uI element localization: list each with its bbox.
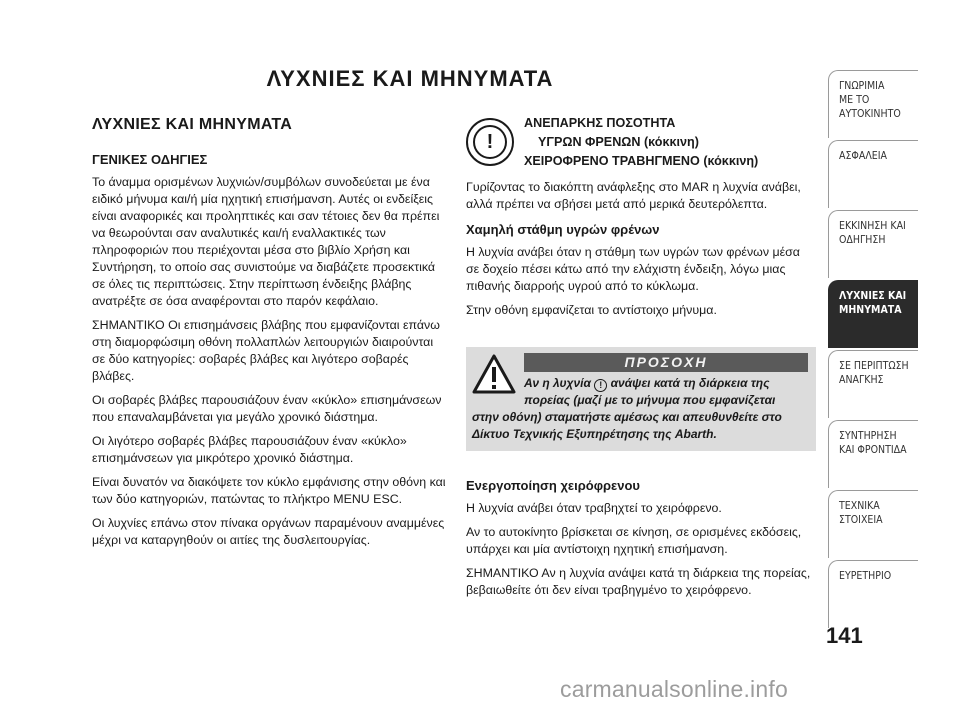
paragraph: Αν το αυτοκίνητο βρίσκεται σε κίνηση, σε ορισμένες εκδόσεις, υπάρχει και μία αντίστοιχη ηχητική επισήμανση. [466, 525, 802, 556]
caution-text [524, 375, 808, 409]
paragraph: Στην οθόνη εμφανίζεται το αντίστοιχο μήνυμα. [466, 303, 717, 317]
tab-label: ΣΥΝΤΗΡΗΣΗ ΚΑΙ ΦΡΟΝΤΙΔΑ [839, 430, 907, 456]
chapter-tabs [828, 70, 918, 630]
paragraph: Είναι δυνατόν να διακόψετε τον κύκλο εμφάνισης στην οθόνη και των δύο κατηγοριών, πατώντας το πλήκτρο MENU ESC. [92, 475, 446, 506]
caution-box [466, 347, 816, 451]
warning-header [466, 114, 816, 171]
tab-maintenance[interactable] [828, 420, 918, 488]
tab-label: ΛΥΧΝΙΕΣ ΚΑΙ ΜΗΝΥΜΑΤΑ [839, 290, 907, 316]
paragraph: ΣΗΜΑΝΤΙΚΟ Οι επισημάνσεις βλάβης που εμφανίζονται επάνω στη διαμορφώσιμη οθόνη πολλαπλών λειτουργιών διαιρούνται σε δύο κατηγορίες: σοβαρές βλάβες και λιγότερο σοβαρές βλάβες. [92, 318, 440, 383]
caution-text-part: ανάψει κατά τη διάρκεια της πορείας (μαζί με το μήνυμα που εμφανίζεται [524, 376, 776, 407]
caution-text-continued: στην οθόνη) σταματήστε αμέσως και απευθυνθείτε στο Δίκτυο Τεχνικής Εξυπηρέτησης της Abarth. [472, 410, 782, 441]
tab-technical-data[interactable] [828, 490, 918, 558]
tab-label: ΣΕ ΠΕΡΙΠΤΩΣΗ ΑΝΑΓΚΗΣ [839, 360, 909, 386]
warning-triangle-icon [472, 353, 516, 395]
caution-label: ΠΡΟΣΟΧΗ [524, 353, 808, 372]
section-subtitle: ΓΕΝΙΚΕΣ ΟΔΗΓΙΕΣ [92, 152, 208, 167]
caution-text-part: Αν η λυχνία [524, 376, 591, 390]
tab-emergency[interactable] [828, 350, 918, 418]
handbrake-title: Ενεργοποίηση χειρόφρενου [466, 478, 640, 493]
tab-label: ΓΝΩΡΙΜΙΑ ΜΕ ΤΟ ΑΥΤΟΚΙΝΗΤΟ [839, 80, 901, 120]
intro-paragraph: Γυρίζοντας το διακόπτη ανάφλεξης στο MAR η λυχνία ανάβει, αλλά πρέπει να σβήσει μετά από μερικά δευτερόλεπτα. [466, 180, 801, 211]
tab-label: ΕΚΚΙΝΗΣΗ ΚΑΙ ΟΔΗΓΗΣΗ [839, 220, 906, 246]
warning-title-line: ΥΓΡΩΝ ΦΡΕΝΩΝ (κόκκινη) [538, 135, 699, 149]
tab-starting-driving[interactable] [828, 210, 918, 278]
paragraph: Οι λιγότερο σοβαρές βλάβες παρουσιάζουν έναν «κύκλο» επισημάνσεων για μικρότερο χρονικό διάστημα. [92, 434, 407, 465]
warning-title [524, 114, 758, 171]
watermark: carmanualsonline.info [560, 676, 788, 702]
tab-label: ΤΕΧΝΙΚΑ ΣΤΟΙΧΕΙΑ [839, 500, 883, 526]
paragraph: Η λυχνία ανάβει όταν η στάθμη των υγρών των φρένων μέσα σε δοχείο πέσει κάτω από την ελάχιστη ένδειξη, λόγω μιας πιθανής διαρροής υγρού από το κύκλωμα. [466, 245, 800, 293]
brake-warning-icon: ! [594, 379, 607, 392]
paragraph: Οι σοβαρές βλάβες παρουσιάζουν έναν «κύκλο» επισημάνσεων που επαναλαμβάνεται για μεγάλο χρονικό διάστημα. [92, 393, 442, 424]
tab-getting-to-know[interactable] [828, 70, 918, 138]
page-number: 141 [826, 623, 863, 648]
low-level-title: Χαμηλή στάθμη υγρών φρένων [466, 222, 660, 237]
section-title: ΛΥΧΝΙΕΣ ΚΑΙ ΜΗΝΥΜΑΤΑ [92, 116, 293, 133]
brake-warning-icon: ! [466, 118, 514, 166]
tab-safety[interactable] [828, 140, 918, 208]
left-column [92, 116, 446, 556]
tab-label: ΕΥΡΕΤΗΡΙΟ [839, 570, 892, 582]
paragraph: Οι λυχνίες επάνω στον πίνακα οργάνων παραμένουν αναμμένες μέχρι να καταργηθούν οι αιτίες της δυσλειτουργίας. [92, 516, 445, 547]
tab-index[interactable] [828, 560, 918, 628]
tab-lights-messages[interactable] [828, 280, 918, 348]
page-title: ΛΥΧΝΙΕΣ ΚΑΙ ΜΗΝΥΜΑΤΑ [266, 66, 554, 91]
paragraph: Το άναμμα ορισμένων λυχνιών/συμβόλων συνοδεύεται με ένα ειδικό μήνυμα και/ή μία ηχητική επισήμανση. Αυτές οι ενδείξεις είναι αναφορικές και προληπτικές και σαν τέτοιες δεν θα πρέπει να θεωρούνται σαν αναλυτικές και/ή εναλλακτικές των πληροφοριών που περιέχονται μέσα στο βιβλίο Χρήση και Συντήρηση, το οποίο σας συνιστούμε να διαβάζετε προσεκτικά σε όλες τις περιπτώσεις. Στην περίπτωση ένδειξης βλάβης ανατρέξτε σε όσα αναφέρονται στο παρόν κεφάλαιο. [92, 175, 440, 308]
right-column [466, 114, 816, 606]
paragraph: ΣΗΜΑΝΤΙΚΟ Αν η λυχνία ανάψει κατά τη διάρκεια της πορείας, βεβαιωθείτε ότι δεν είναι τραβηγμένο το χειρόφρενο. [466, 566, 811, 597]
paragraph: Η λυχνία ανάβει όταν τραβηχτεί το χειρόφρενο. [466, 501, 722, 515]
warning-title-line: ΑΝΕΠΑΡΚΗΣ ΠΟΣΟΤΗΤΑ [524, 116, 676, 130]
tab-label: ΑΣΦΑΛΕΙΑ [839, 150, 887, 162]
warning-title-line: ΧΕΙΡΟΦΡΕΝΟ ΤΡΑΒΗΓΜΕΝΟ (κόκκινη) [524, 154, 759, 168]
